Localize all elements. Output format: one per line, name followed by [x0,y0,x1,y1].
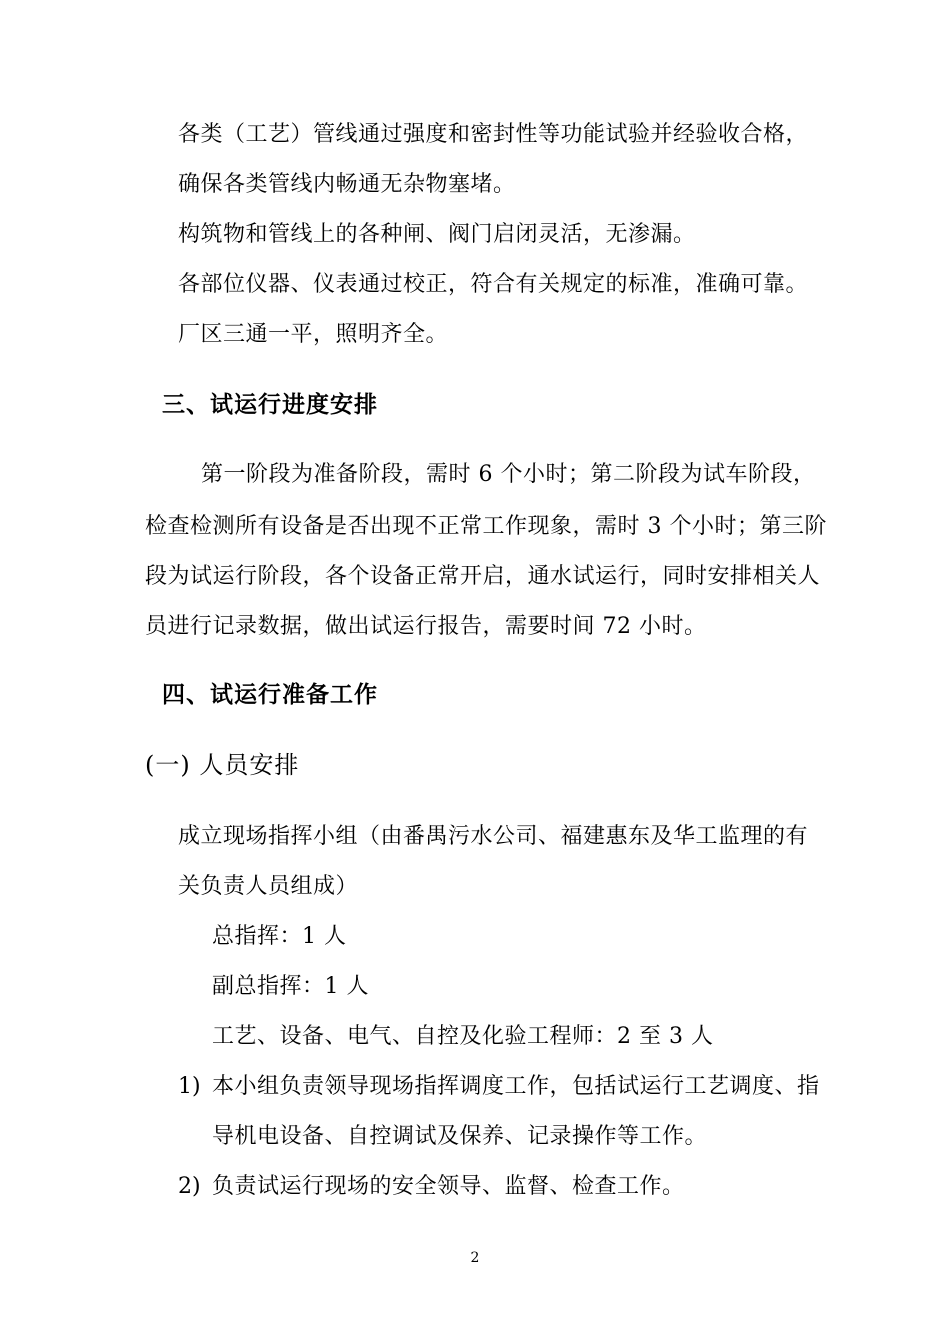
acceptance-item-3: 各部位仪器、仪表通过校正，符合有关规定的标准，准确可靠。 [178,272,809,297]
duty-2-line-1: 负责试运行现场的安全领导、监督、检查工作。 [212,1174,685,1199]
section-3-paragraph-line-1: 第一阶段为准备阶段，需时 6 个小时；第二阶段为试车阶段， [201,462,816,487]
role-engineers: 工艺、设备、电气、自控及化验工程师：2 至 3 人 [212,1024,714,1049]
section-3-paragraph-line-2: 检查检测所有设备是否出现不正常工作现象，需时 3 个小时；第三阶 [145,514,827,539]
section-4-heading: 四、试运行准备工作 [162,682,378,708]
duty-1-line-2: 导机电设备、自控调试及保养、记录操作等工作。 [212,1124,708,1149]
acceptance-item-4: 厂区三通一平，照明齐全。 [178,322,449,347]
acceptance-item-2: 构筑物和管线上的各种闸、阀门启闭灵活，无渗漏。 [178,222,696,247]
duty-1-number: 1) [178,1074,201,1099]
role-deputy-commander: 副总指挥：1 人 [212,974,369,999]
role-commander: 总指挥：1 人 [212,924,347,949]
group-line-2: 关负责人员组成） [178,874,359,899]
duty-2-number: 2) [178,1174,201,1199]
duty-1-line-1: 本小组负责领导现场指挥调度工作，包括试运行工艺调度、指 [212,1074,820,1099]
section-3-heading: 三、试运行进度安排 [162,392,378,418]
personnel-subheading: (一) 人员安排 [145,751,300,779]
group-line-1: 成立现场指挥小组（由番禺污水公司、福建惠东及华工监理的有 [178,824,809,849]
section-3-paragraph-line-3: 段为试运行阶段，各个设备正常开启，通水试运行，同时安排相关人 [145,564,821,589]
acceptance-item-1-cont: 确保各类管线内畅通无杂物塞堵。 [178,172,516,197]
page-number: 2 [470,1250,480,1266]
section-3-paragraph-line-4: 员进行记录数据，做出试运行报告，需要时间 72 小时。 [145,614,707,639]
acceptance-item-1: 各类（工艺）管线通过强度和密封性等功能试验并经验收合格， [178,122,809,147]
